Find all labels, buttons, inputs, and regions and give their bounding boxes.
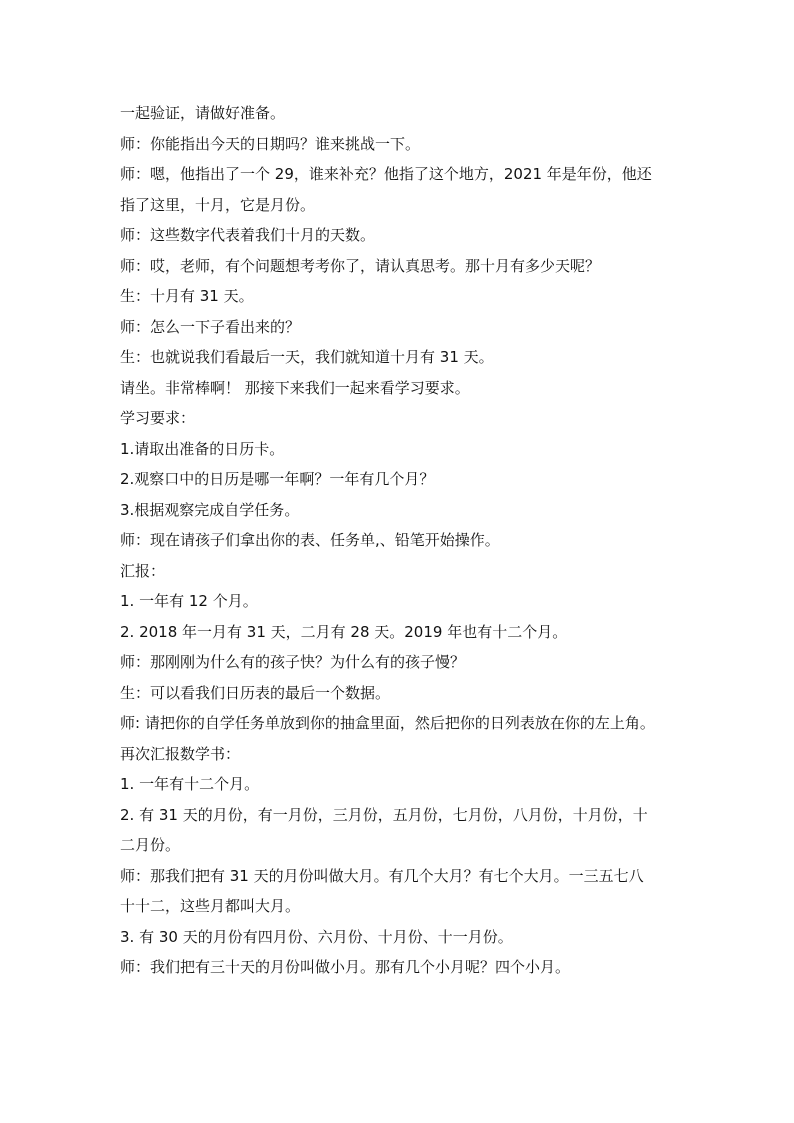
document-body [120,98,680,983]
text-line: 师：你能指出今天的日期吗？谁来挑战一下。 [120,134,421,153]
text-line: 生：十月有 31 天。 [120,287,254,305]
list-item: 3.根据观察完成自学任务。 [120,500,300,519]
text-line: 师：我们把有三十天的月份叫做小月。那有几个小月呢？四个小月。 [120,958,571,976]
text-line: 十十二，这些月都叫大月。 [120,897,301,915]
text-line: 师：哎，老师，有个问题想考考你了，请认真思考。那十月有多少天呢？ [120,256,601,275]
text-line: 师：那我们把有 31 天的月份叫做大月。有几个大月？有七个大月。一三五七八 [120,866,644,885]
text-line: 生：也就说我们看最后一天，我们就知道十月有 31 天。 [120,348,494,366]
text-line: 生：可以看我们日历表的最后一个数据。 [120,683,391,702]
text-line: 师：现在请孩子们拿出你的表、任务单,、铅笔开始操作。 [120,531,500,549]
text-line: 师：嗯，他指出了一个 29，谁来补充？他指了这个地方，2021 年是年份，他还 [120,165,652,183]
section-heading: 汇报： [120,561,166,580]
list-item: 3. 有 30 天的月份有四月份、六月份、十月份、十一月份。 [120,927,513,946]
section-heading: 学习要求： [120,409,196,427]
text-line: 二月份。 [120,836,181,854]
list-item: 2. 有 31 天的月份，有一月份，三月份，五月份，七月份，八月份，十月份，十 [120,805,648,824]
list-item: 2. 2018 年一月有 31 天，二月有 28 天。2019 年也有十二个月。 [120,622,568,641]
text-line: 师：那刚刚为什么有的孩子快？为什么有的孩子慢？ [120,653,466,671]
text-line: 请坐。非常棒啊！ 那接下来我们一起来看学习要求。 [120,378,470,397]
text-line: 师：这些数字代表着我们十月的天数。 [120,226,376,244]
text-line: 师：怎么一下子看出来的？ [120,317,301,336]
text-line: 一起验证，请做好准备。 [120,104,286,122]
text-line: 师: 请把你的自学任务单放到你的抽盒里面，然后把你的日列表放在你的左上角。 [120,714,655,732]
text-line: 指了这里，十月，它是月份。 [120,195,316,214]
list-item: 1. 一年有 12 个月。 [120,592,258,610]
section-heading: 再次汇报数学书： [120,744,241,763]
list-item: 1. 一年有十二个月。 [120,775,260,793]
list-item: 2.观察口中的日历是哪一年啊？一年有几个月？ [120,470,435,488]
list-item: 1.请取出准备的日历卡。 [120,439,285,458]
